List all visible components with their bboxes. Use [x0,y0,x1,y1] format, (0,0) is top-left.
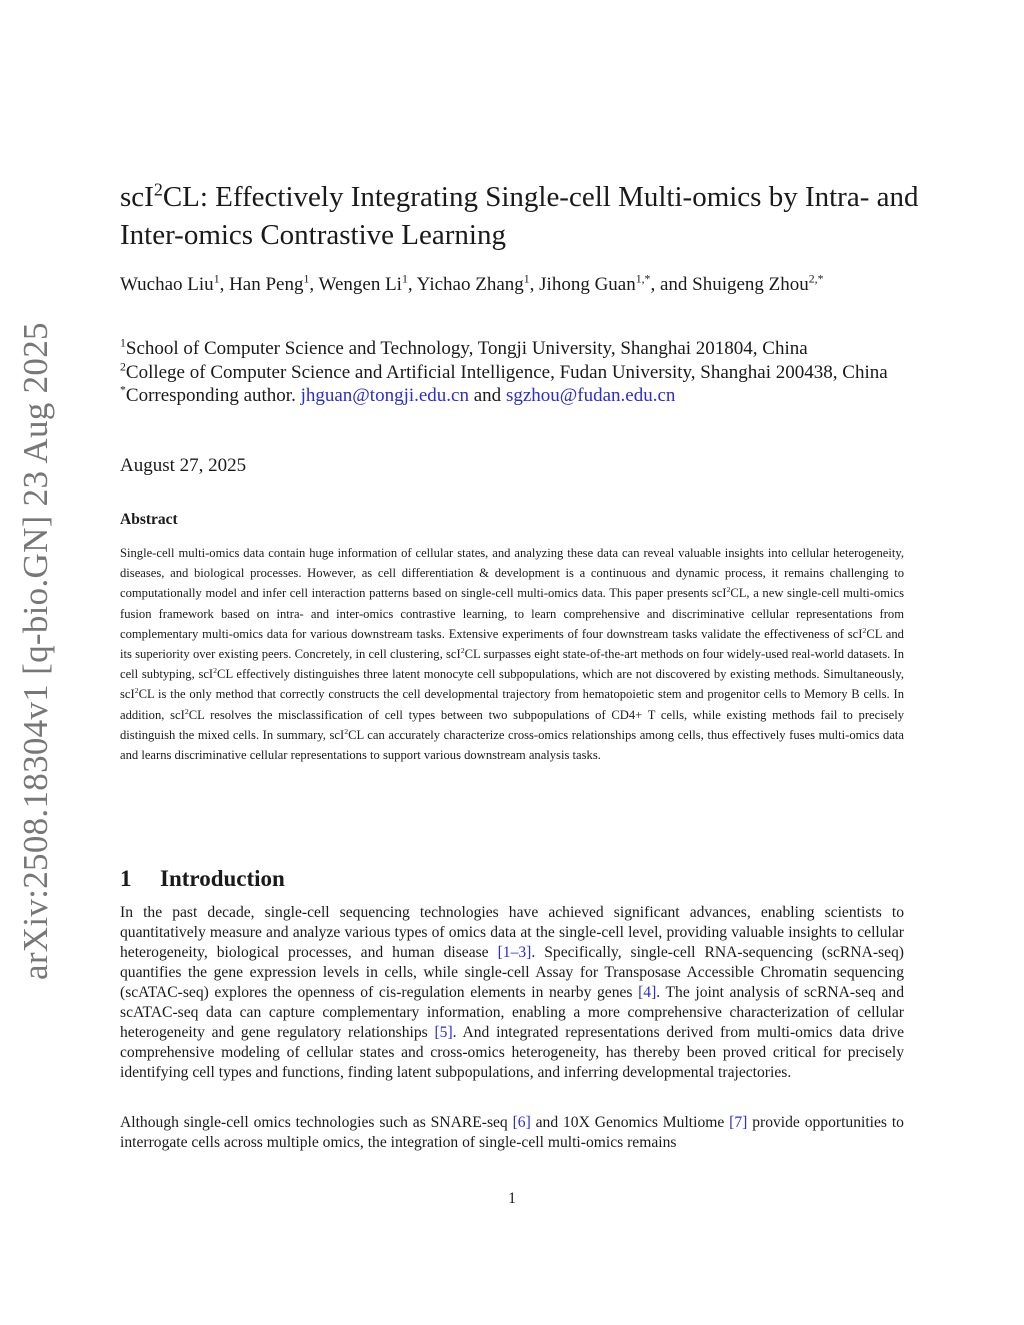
author-name: Wengen Li [318,274,402,295]
abstract-superscript: 2 [184,706,189,716]
citation-link[interactable]: [5] [434,1024,453,1041]
citation-link[interactable]: [4] [638,984,657,1001]
email-link-jhguan[interactable]: jhguan@tongji.edu.cn [300,385,469,406]
abstract-body [120,543,904,765]
section-heading-introduction [120,866,285,892]
author-affil-mark: 1 [401,272,408,286]
affiliation-2 [120,361,910,385]
abstract-text: CL is the only method that correctly constructs the cell developmental trajectory from hematopoietic stem and progenitor cells to Memory B cells. In addition, scI [120,687,904,722]
title-superscript: 2 [153,179,163,200]
abstract-text: CL can accurately characterize cross-omics relationships among cells, thus effectively fuses multi-omics data and learns discriminative cellular representations to support various downstream analysis tasks. [120,727,904,763]
author-separator: , and [650,274,693,295]
abstract-text: CL effectively distinguishes three latent monocyte cell subpopulations, which are not discovered by existing methods. Simultaneously, scI [120,667,904,702]
abstract-heading: Abstract [120,511,178,528]
author-separator: , [309,274,319,295]
author-affil-mark: 2,* [808,272,824,286]
citation-link[interactable]: [6] [512,1114,531,1131]
title-part1: scI [120,181,154,213]
publication-date: August 27, 2025 [120,455,247,476]
abstract-superscript: 2 [862,625,867,635]
author-name: Wuchao Liu [120,274,214,295]
abstract-superscript: 2 [460,645,465,655]
paper-title [120,178,920,254]
corresponding-conjunction: and [473,385,502,406]
corresponding-label: Corresponding author. [125,385,296,406]
paragraph-text: provide opportunities to interrogate cells across multiple omics, the integration of single-cell multi-omics remains [120,1114,904,1151]
affiliation-1 [120,337,910,361]
author-separator: , [529,274,540,295]
abstract-text: CL, a new single-cell multi-omics fusion framework based on intra- and inter-omics contrastive learning, to learn comprehensive and discriminative cellular representations from complementary multi-omics data for various downstream tasks. Extensive experiments of four downstream tasks validate the effectiveness of scI [120,586,904,641]
author-separator: , [219,274,230,295]
author-list [120,273,910,297]
author-name: Shuigeng Zhou [692,274,809,295]
title-part2: CL: Effectively Integrating Single-cell Multi-omics by Intra- and Inter-omics Contrastive Learning [120,181,919,251]
arxiv-side-stamp: arXiv:2508.18304v1 [q-bio.GN] 23 Aug 2025 [16,322,55,980]
author-affil-mark: 1 [213,272,220,286]
abstract-text: CL resolves the misclassification of cell types between two subpopulations of CD4+ T cells, while existing methods fail to precisely distinguish the mixed cells. In summary, scI [120,707,904,742]
affiliation-text: School of Computer Science and Technology, Tongji University, Shanghai 201804, China [125,338,808,359]
author-name: Jihong Guan [539,274,636,295]
citation-link[interactable]: [1–3] [497,944,532,961]
abstract-text: Single-cell multi-omics data contain huge information of cellular states, and analyzing these data can reveal valuable insights into cellular heterogeneity, diseases, and biological processes. However, as cell differentiation & development is a continuous and dynamic process, it remains challenging to computationally model and infer cell interaction patterns based on single-cell multi-omics data. This paper presents scI [120,546,904,601]
paragraph-text: . And integrated representations derived from multi-omics data drive comprehensive modeling of cellular states and cross-omics heterogeneity, has thereby been proved critical for precisely identifying cell types and functions, finding latent subpopulations, and inferring developmental trajectories. [120,1024,904,1081]
author-affil-mark: 1,* [635,272,651,286]
affiliation-mark: 2 [120,360,126,374]
affiliation-text: College of Computer Science and Artificial Intelligence, Fudan University, Shanghai 200438, China [125,361,888,383]
paragraph-text: . Specifically, single-cell RNA-sequencing (scRNA-seq) quantifies the gene expression levels in cells, while single-cell Assay for Transposase Accessible Chromatin sequencing (scATAC-seq) explores the openness of cis-regulation elements in nearby genes [120,944,904,1001]
intro-paragraph-2 [120,1113,904,1153]
author-affil-mark: 1 [303,272,310,286]
corresponding-author [120,384,910,408]
author-separator: , [407,274,417,295]
section-number: 1 [120,866,132,891]
abstract-text: CL and its superiority over existing peers. Concretely, in cell clustering, scI [120,626,904,662]
paragraph-text: Although single-cell omics technologies such as SNARE-seq [120,1114,513,1131]
abstract-superscript: 2 [726,585,731,595]
corresponding-mark: * [120,383,126,397]
author-name: Han Peng [229,274,304,295]
paragraph-text: and 10X Genomics Multiome [530,1114,730,1131]
section-title: Introduction [160,866,285,891]
page-number: 1 [508,1190,516,1207]
paragraph-text: In the past decade, single-cell sequencing technologies have achieved significant advances, enabling scientists to quantitatively measure and analyze various types of omics data at the single-cell level, providing valuable insights to cellular heterogeneity, biological processes, and human disease [120,904,904,961]
intro-paragraph-1 [120,903,904,1083]
paragraph-text: . The joint analysis of scRNA-seq and scATAC-seq data can capture complementary information, enabling a more comprehensive characterization of cellular heterogeneity and gene regulatory relationships [120,984,904,1041]
author-name: Yichao Zhang [416,274,524,295]
author-affil-mark: 1 [523,272,530,286]
citation-link[interactable]: [7] [729,1114,748,1131]
affiliations-block [120,337,910,408]
abstract-superscript: 2 [213,666,218,676]
affiliation-mark: 1 [120,336,126,350]
abstract-superscript: 2 [344,726,349,736]
abstract-text: CL surpasses eight state-of-the-art methods on four widely-used real-world datasets. In cell subtyping, scI [120,647,904,682]
email-link-sgzhou[interactable]: sgzhou@fudan.edu.cn [505,385,676,406]
abstract-superscript: 2 [134,686,139,696]
